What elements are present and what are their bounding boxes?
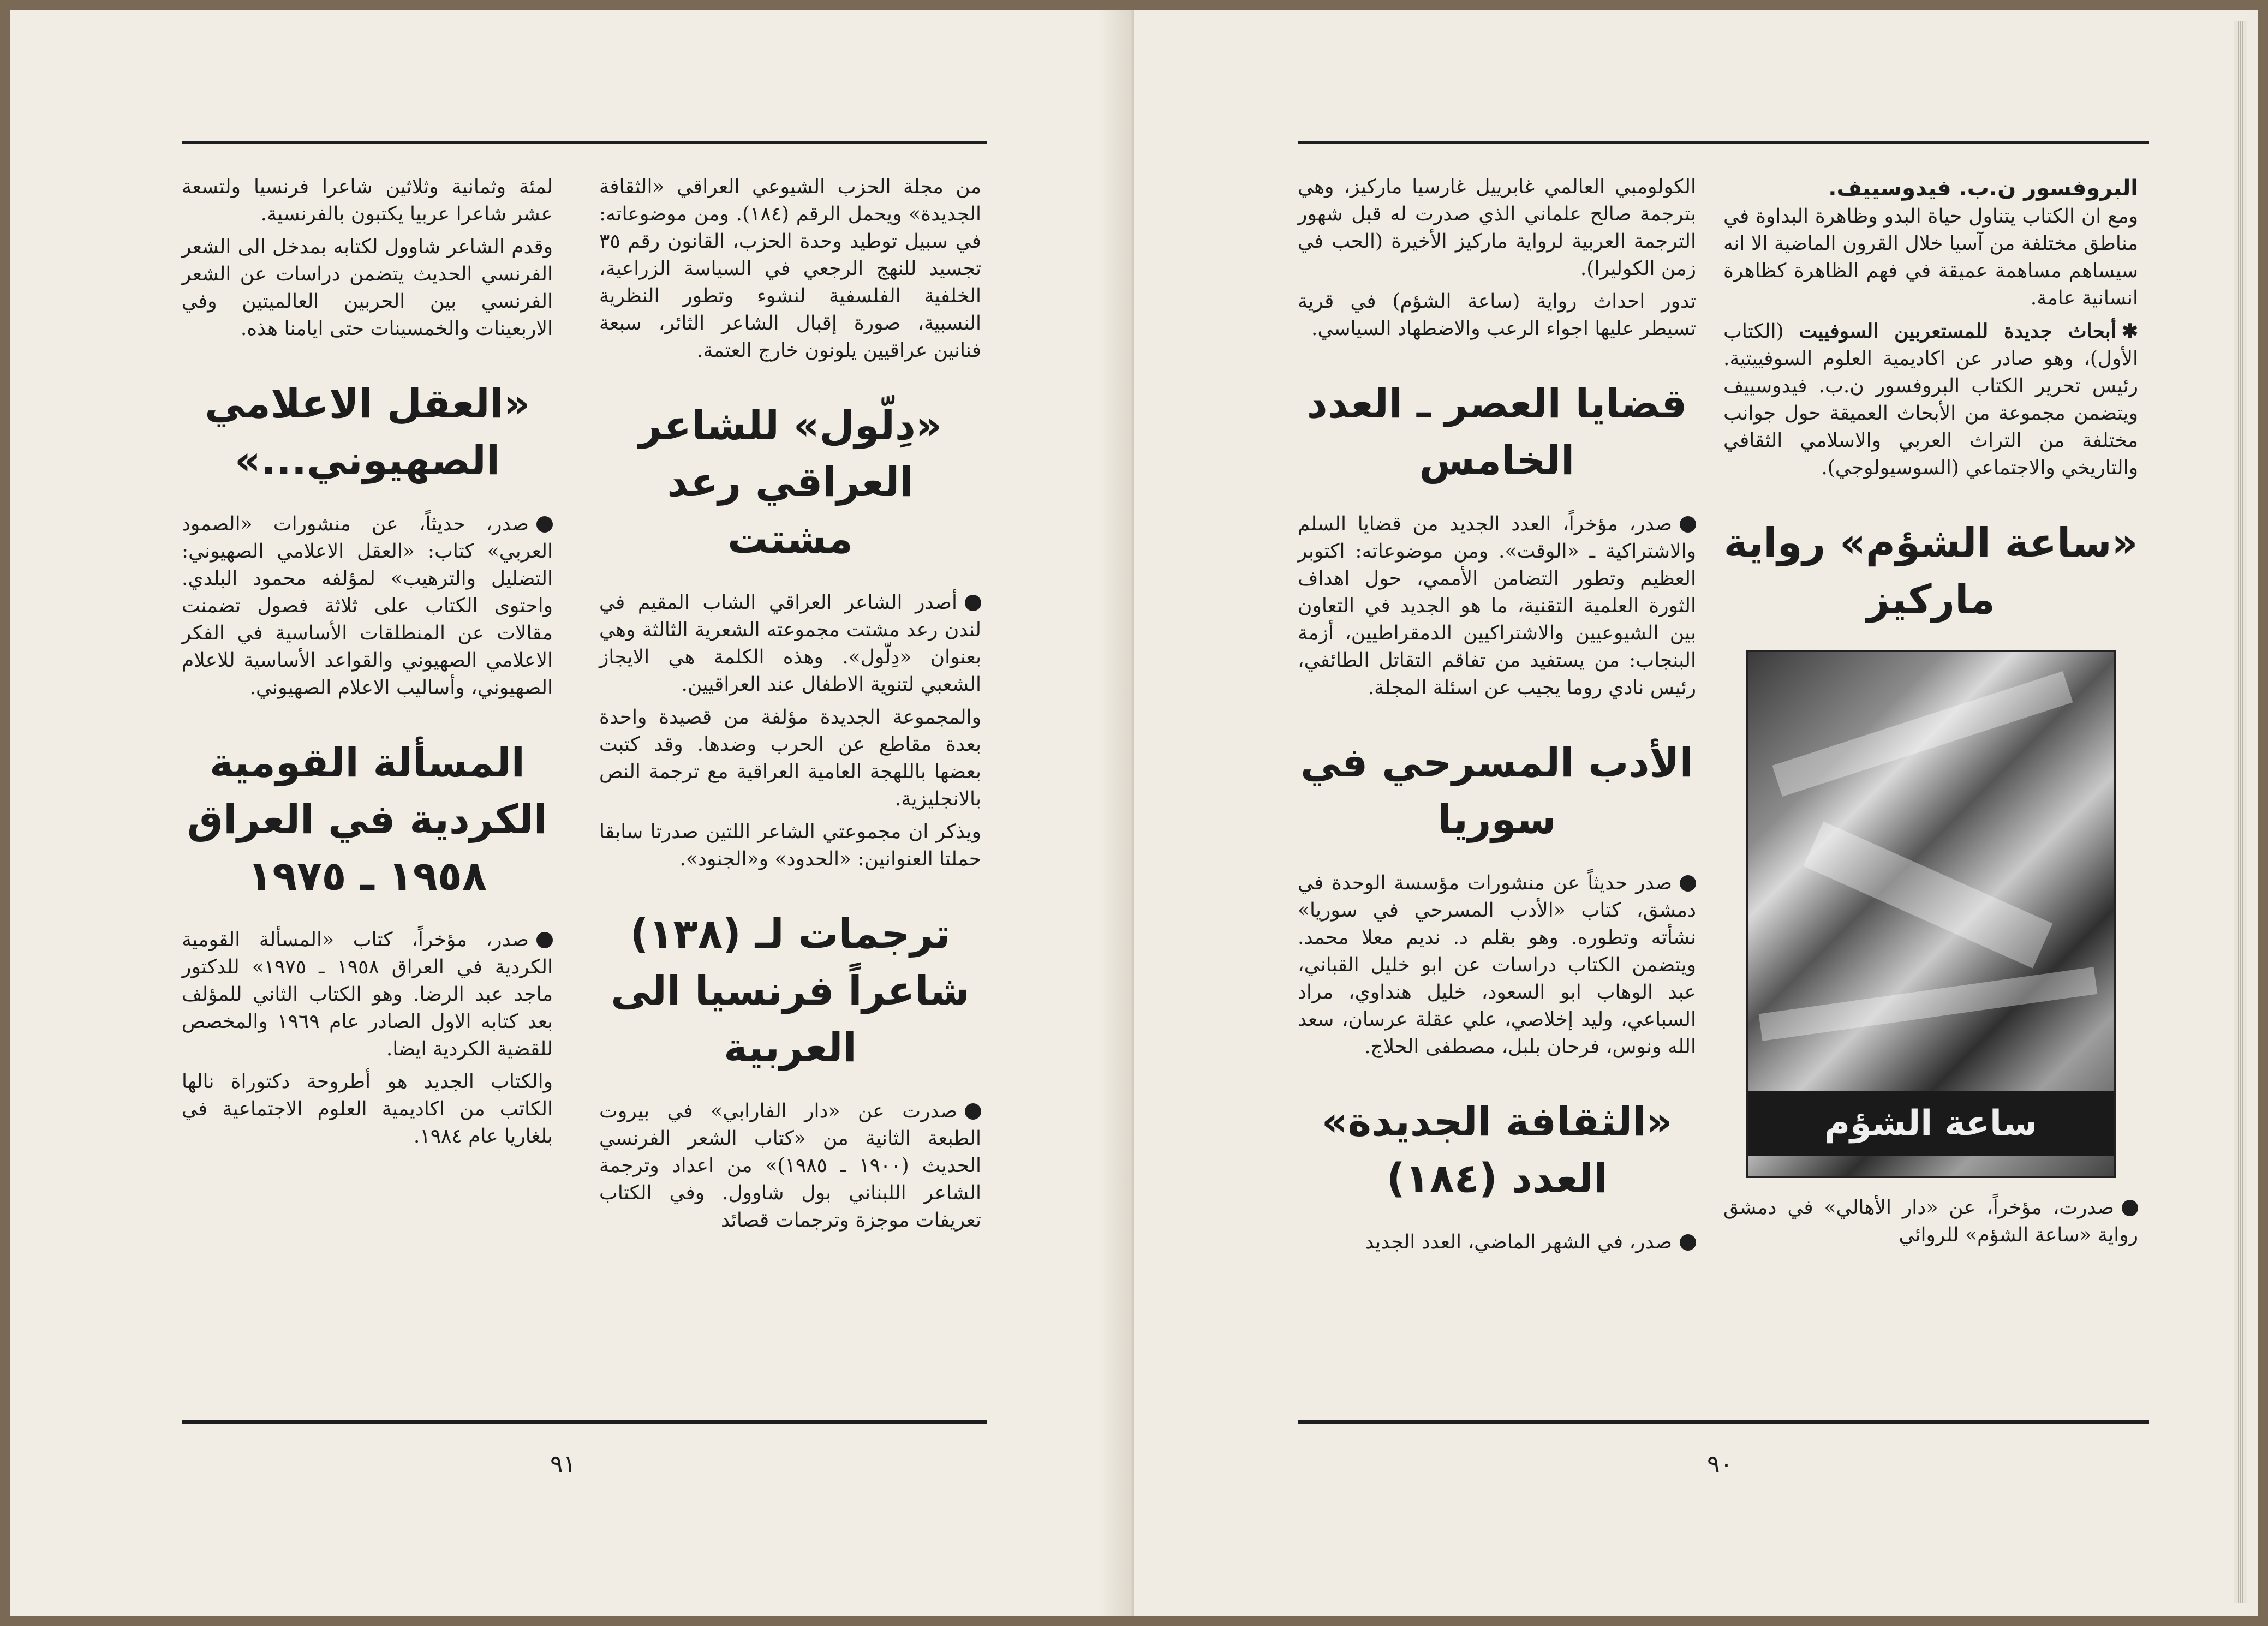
right-page-column-left xyxy=(1298,174,1696,1262)
paragraph: الكولومبي العالمي غابرييل غارسيا ماركيز، وهي بترجمة صالح علماني الذي صدرت له قبل شهور الترجمة العربية لرواية ماركيز الأخيرة (الحب في زمن الكوليرا). xyxy=(1298,176,1697,280)
paragraph: تدور احداث رواية (ساعة الشؤم) في قرية تسيطر عليها اجواء الرعب والاضطهاد السياسي. xyxy=(1298,290,1696,340)
bullet-icon xyxy=(1680,1234,1696,1251)
star-icon: ✱ xyxy=(2121,320,2138,343)
bullet-icon xyxy=(965,1103,981,1120)
left-page-column-right xyxy=(599,174,981,1240)
top-rule xyxy=(182,141,987,144)
headline-kurdish-question: المسألة القومية الكردية في العراق ١٩٥٨ ـ ١٩٧٥ xyxy=(187,739,548,900)
paragraph: صدر حديثاً عن منشورات مؤسسة الوحدة في دمشق، كتاب «الأدب المسرحي في سوريا» نشأته وتطوره. وهو بقلم د. نديم معلا محمد. ويتضمن الكتاب دراسات عن ابو خليل القباني، عبد الوهاب ابو السعود، خليل هنداوي، مراد السباعي، وليد إخلاصي، علي عقلة عرسان، سعد الله ونوس، فرحان بلبل، مصطفى الحلاج. xyxy=(1298,872,1696,1058)
bullet-icon xyxy=(1680,875,1696,892)
page-90 xyxy=(1134,10,2247,1616)
top-rule xyxy=(1298,141,2149,144)
bullet-icon xyxy=(2122,1200,2138,1216)
paragraph: صدر، مؤخراً، العدد الجديد من قضايا السلم والاشتراكية ـ «الوقت». ومن موضوعاته: اكتوبر العظيم وتطور التضامن الأممي، حول اهداف الثورة العلمية التقنية، ما هو الجديد في التعاون بين الشيوعيين والاشتراكيين الدمقراطيين، أزمة البنجاب: من يستفيد من تفاقم التقاتل الطائفي، رئيس نادي روما يجيب عن اسئلة المجلة. xyxy=(1298,513,1696,699)
headline-syrian-theatre: الأدب المسرحي في سوريا xyxy=(1300,739,1693,843)
paragraph: ومع ان الكتاب يتناول حياة البدو وظاهرة البداوة في مناطق مختلفة من آسيا خلال القرون الماضية الا انه سيساهم مساهمة عميقة في فهم الظاهرة كظاهرة انسانية عامة. xyxy=(1723,205,2138,309)
magazine-spread xyxy=(10,10,2258,1616)
headline-dillul: «دِلّول» للشاعر العراقي رعد مشتت xyxy=(638,402,942,563)
page-number: ٩٠ xyxy=(1707,1450,1733,1478)
paragraph: والمجموعة الجديدة مؤلفة من قصيدة واحدة بعدة مقاطع عن الحرب وضدها. وقد كتبت بعضها باللهجة العامية العراقية مع ترجمة النص بالانجليزية. xyxy=(599,706,981,810)
paragraph: صدر، حديثاً، عن منشورات «الصمود العربي» كتاب: «العقل الاعلامي الصهيوني: التضليل والترهيب» لمؤلفه محمود البلدي. واحتوى الكتاب على ثلاثة فصول تضمنت مقالات عن المنطلقات الأساسية في الفكر الاعلامي الصهيوني والقواعد الأساسية للاعلام الصهيوني، وأساليب الاعلام الصهيوني. xyxy=(182,513,553,699)
bullet-icon xyxy=(1680,516,1696,533)
paragraph: والكتاب الجديد هو أطروحة دكتوراة نالها الكاتب من اكاديمية العلوم الاجتماعية في بلغاريا عام ١٩٨٤. xyxy=(182,1071,553,1147)
paragraph: من مجلة الحزب الشيوعي العراقي «الثقافة الجديدة» ويحمل الرقم (١٨٤). ومن موضوعاته: في سبيل توطيد وحدة الحزب، القانون رقم ٣٥ تجسيد للنهج الرجعي في السياسة الزراعية، الخلفية الفلسفية لنشوء وتطور النظرية النسبية، صورة إقبال الشاعر الثائر، سبعة فنانين عراقيين يلونون خارج العتمة. xyxy=(599,176,981,362)
paragraph: وقدم الشاعر شاوول لكتابه بمدخل الى الشعر الفرنسي الحديث يتضمن دراسات عن الشعر الفرنسي بين الحربين العالميتين وفي الاربعينات والخمسينات حتى ايامنا هذه. xyxy=(182,236,553,340)
bottom-rule xyxy=(182,1420,987,1424)
paragraph: صدر، مؤخراً، كتاب «المسألة القومية الكردية في العراق ١٩٥٨ ـ ١٩٧٥» للدكتور ماجد عبد الرضا. وهو الكتاب الثاني للمؤلف بعد كتابه الاول الصادر عام ١٩٦٩ والمخصص للقضية الكردية ايضا. xyxy=(182,929,553,1060)
page-edges xyxy=(2234,21,2247,1603)
paragraph: أصدر الشاعر العراقي الشاب المقيم في لندن رعد مشتت مجموعته الشعرية الثالثة وهي بعنوان «دِلّول». وهذه الكلمة هي الايجاز الشعبي لتنوية الاطفال عند العراقيين. xyxy=(599,591,981,696)
paragraph: لمئة وثمانية وثلاثين شاعرا فرنسيا ولتسعة عشر شاعرا عربيا يكتبون بالفرنسية. xyxy=(182,176,553,225)
page-number: ٩١ xyxy=(550,1450,576,1478)
headline-translations: ترجمات لـ (١٣٨) شاعراً فرنسيا الى العربية xyxy=(611,911,970,1071)
left-page-column-left xyxy=(182,174,553,1156)
bullet-icon xyxy=(536,932,553,948)
bottom-rule xyxy=(1298,1420,2149,1424)
bullet-icon xyxy=(536,516,553,533)
right-page-column-right xyxy=(1723,174,2138,1254)
page-91 xyxy=(10,10,1134,1616)
paragraph: ويذكر ان مجموعتي الشاعر اللتين صدرتا سابقا حملتا العنوانين: «الحدود» و«الجنود». xyxy=(599,821,981,870)
paragraph: صدرت، مؤخراً، عن «دار الأهالي» في دمشق رواية «ساعة الشؤم» للروائي xyxy=(1723,1197,2138,1246)
paragraph: صدر، في الشهر الماضي، العدد الجديد xyxy=(1298,1229,1696,1256)
bullet-icon xyxy=(965,595,981,611)
headline-issues-of-the-age: قضايا العصر ـ العدد الخامس xyxy=(1306,380,1687,484)
paragraph: صدرت عن «دار الفارابي» في بيروت الطبعة الثانية من «كتاب الشعر الفرنسي الحديث (١٩٠٠ ـ ١٩٨٥)» من اعداد وترجمة الشاعر اللبناني بول شاوول. وفي الكتاب تعريفات موجزة وترجمات قصائد xyxy=(599,1100,982,1232)
paragraph: ✱أبحاث جديدة للمستعربين السوفييت (الكتاب الأول)، وهو صادر عن اكاديمية العلوم السوفييتية. رئيس تحرير الكتاب البروفسور ن.ب. فيدوسييف ويتضمن مجموعة من الأبحاث العميقة حول جوانب مختلفة من التراث العربي والاسلامي الثقافي والتاريخي والاجتماعي (السوسيولوجي). xyxy=(1723,320,2138,479)
book-cover-photo xyxy=(1746,650,2116,1178)
paragraph-lead: البروفسور ن.ب. فيدوسييف. xyxy=(1828,176,2138,201)
cover-title: ساعة الشؤم xyxy=(1748,1091,2114,1156)
headline-zionist-media: «العقل الاعلامي الصهيوني...» xyxy=(205,380,530,484)
headline-new-culture: «الثقافة الجديدة» العدد (١٨٤) xyxy=(1321,1098,1673,1202)
headline-marquez: «ساعة الشؤم» رواية ماركيز xyxy=(1723,519,2138,623)
